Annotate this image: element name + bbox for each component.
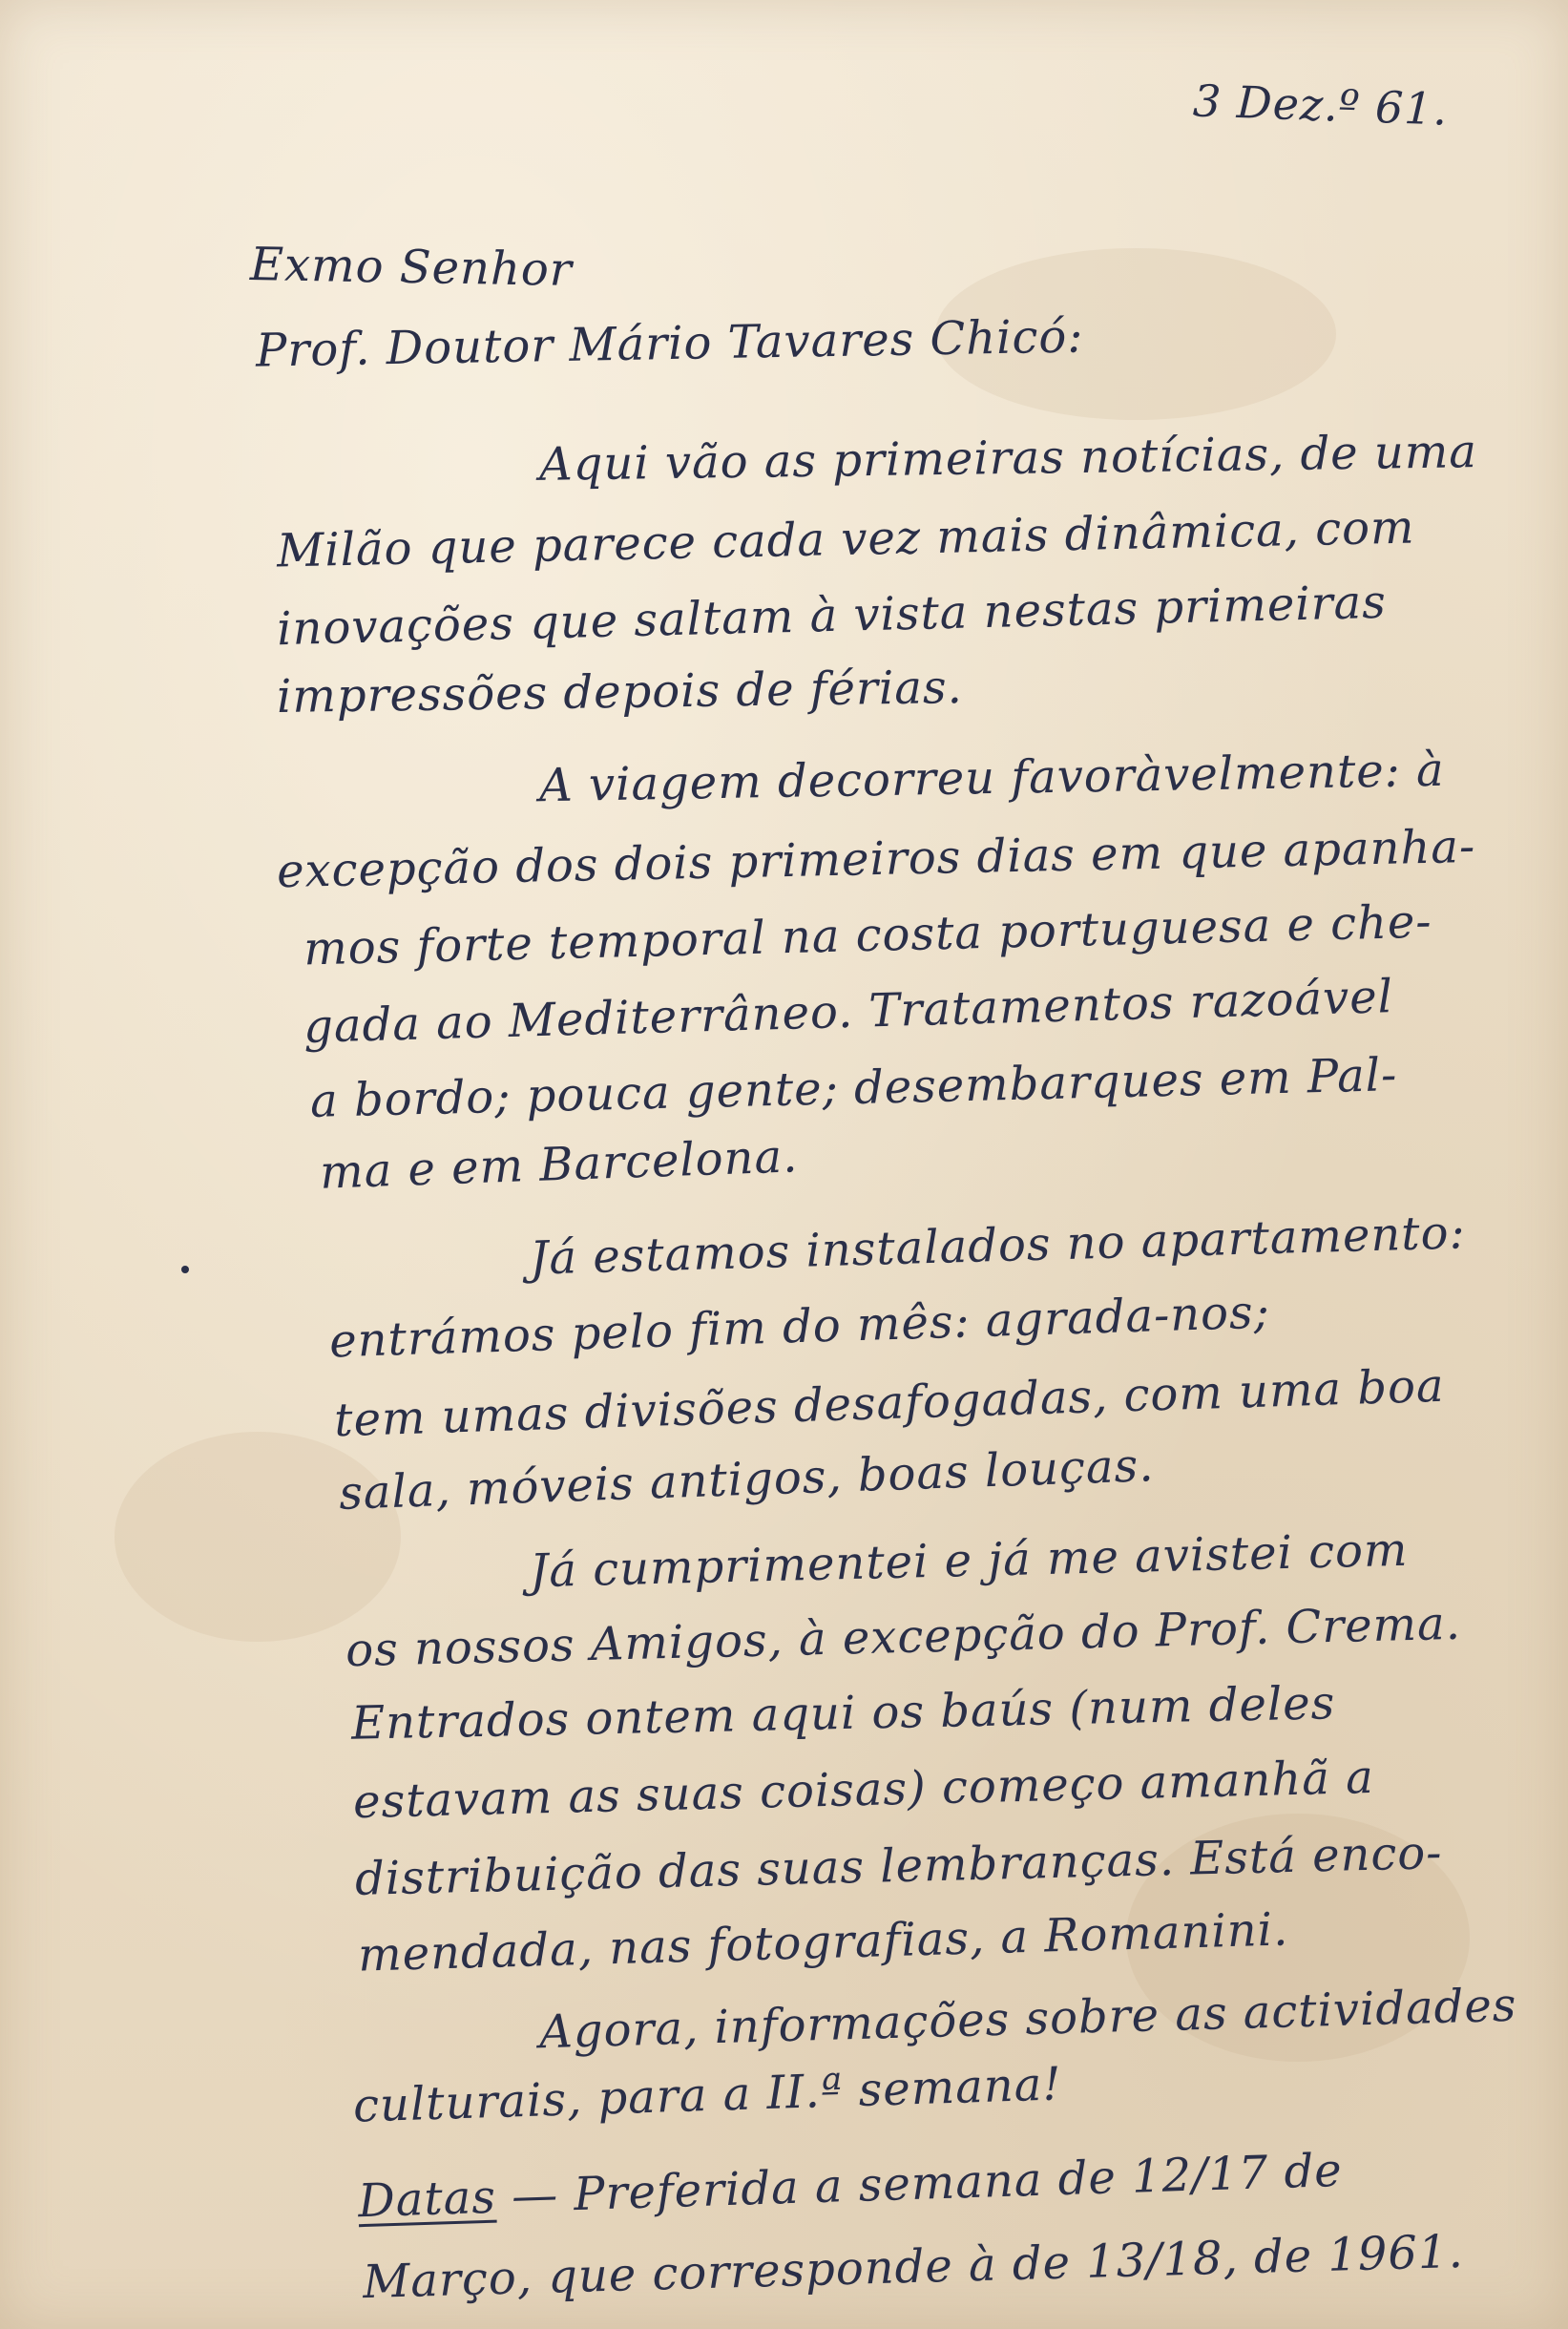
letter-line: distribuição das suas lembranças. Está enco-	[354, 1826, 1444, 1906]
letter-line: estavam as suas coisas) começo amanhã a	[352, 1750, 1375, 1830]
letter-line: inovações que saltam à vista nestas primeiras	[276, 575, 1388, 657]
letter-line: Já cumprimentei e já me avistei com	[529, 1522, 1410, 1599]
dates-label: Datas	[357, 2170, 497, 2229]
letter-line: A viagem decorreu favoràvelmente: à	[538, 743, 1446, 813]
salutation-line: Exmo Senhor	[249, 238, 574, 297]
letter-line	[357, 2142, 1343, 2230]
letter-line: excepção dos dois primeiros dias em que apanha-	[276, 819, 1476, 899]
letter-line: Agora, informações sobre as actividades	[538, 1978, 1518, 2060]
letter-line: mos forte temporal na costa portuguesa e che-	[303, 894, 1433, 976]
letter-line: impressões depois de férias.	[276, 660, 964, 724]
letter-line: os nossos Amigos, à excepção do Prof. Crema.	[345, 1596, 1462, 1678]
letter-line: culturais, para a II.ª semana!	[352, 2057, 1063, 2133]
letter-line: entrámos pelo fim do mês: agrada-nos;	[328, 1285, 1271, 1369]
letter-line: a bordo; pouca gente; desembarques em Pal-	[309, 1048, 1398, 1128]
letter-line: Aqui vão as primeiras notícias, de uma	[538, 425, 1478, 492]
letter-line: Milão que parece cada vez mais dinâmica, com	[276, 500, 1415, 578]
letter-line: Já estamos instalados no apartamento:	[529, 1206, 1467, 1286]
letter-line: gada ao Mediterrâneo. Tratamentos razoável	[303, 970, 1394, 1054]
letter-line: Março, que corresponde à de 13/18, de 1961.	[362, 2224, 1465, 2310]
ink-dot	[181, 1266, 189, 1273]
letter-line: mendada, nas fotografias, a Romanini.	[357, 1902, 1289, 1983]
letter-line: ma e em Barcelona.	[319, 1129, 800, 1200]
letter-line: tem umas divisões desafogadas, com uma boa	[333, 1358, 1446, 1448]
letter-line: sala, móveis antigos, boas louças.	[338, 1438, 1156, 1521]
letter-date: 3 Dez.º 61.	[1192, 74, 1450, 136]
dates-line-text: — Preferida a semana de 12/17 de	[494, 2143, 1344, 2224]
salutation-line: Prof. Doutor Mário Tavares Chicó:	[255, 309, 1084, 378]
letter-line: Entrados ontem aqui os baús (num deles	[350, 1676, 1336, 1751]
